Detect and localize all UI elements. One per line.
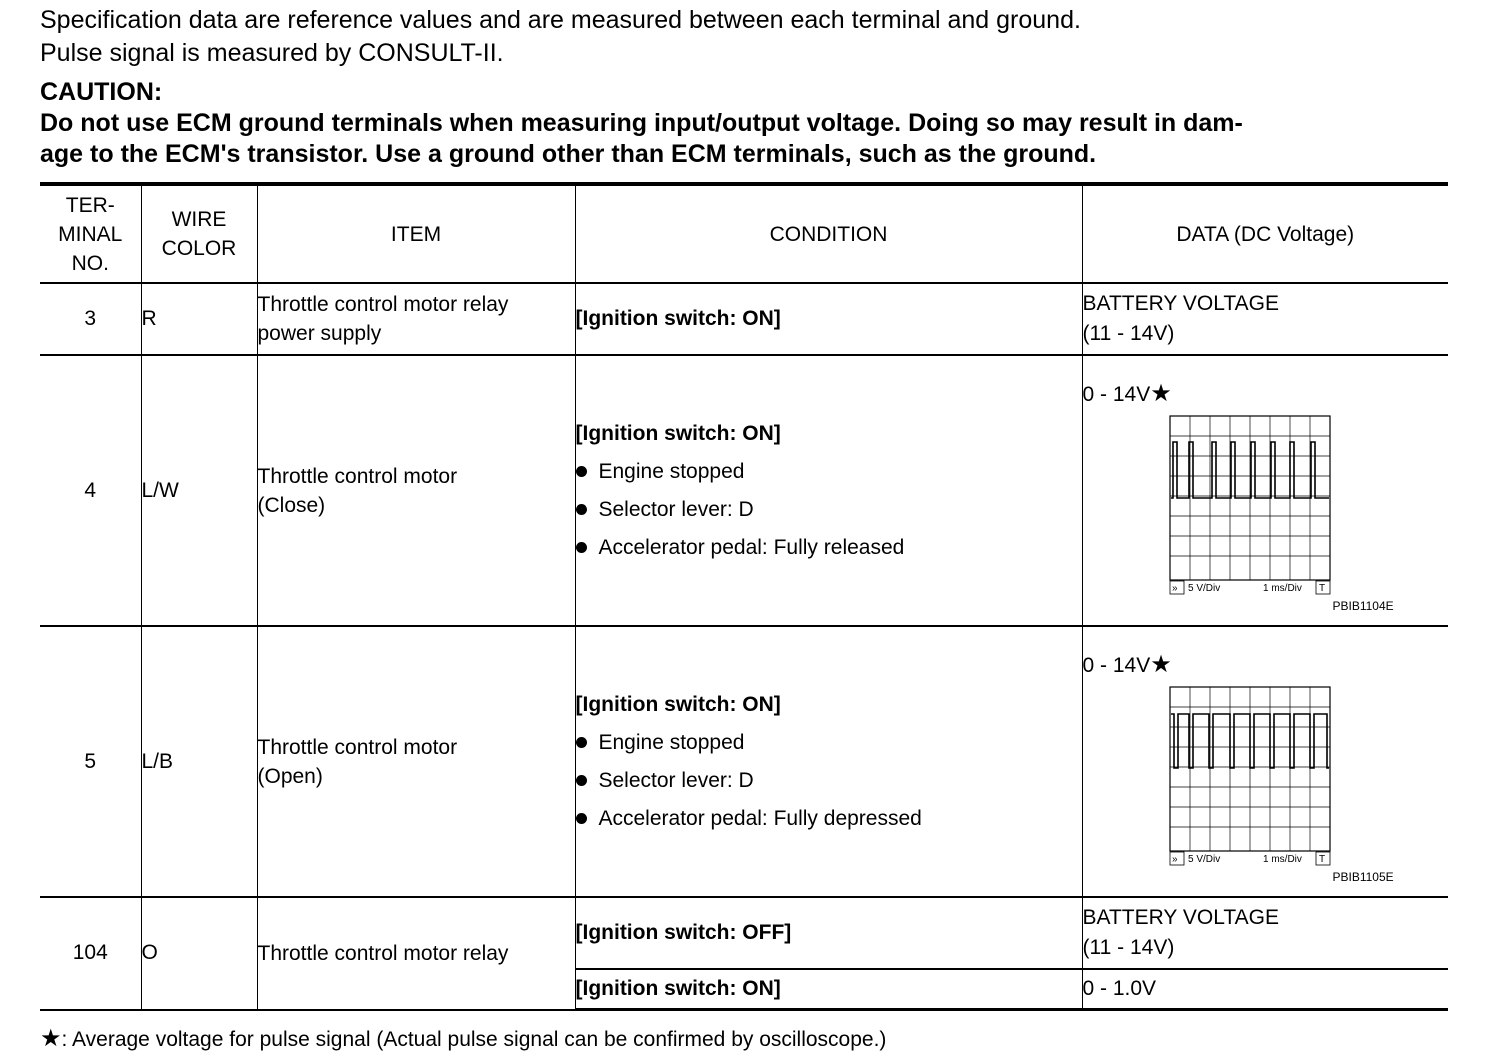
item-line: Throttle control motor relay (257, 293, 509, 316)
header-terminal-line: MINAL (58, 222, 123, 246)
condition-heading: [Ignition switch: ON] (575, 421, 781, 445)
condition-cell: [Ignition switch: ON] (575, 283, 1082, 355)
wire-color: R (141, 283, 257, 355)
data-cell (1082, 626, 1448, 897)
item-line: Throttle control motor (257, 464, 458, 488)
condition-cell: [Ignition switch: ON] (575, 969, 1082, 1010)
header-condition: CONDITION (575, 184, 1082, 283)
terminal-spec-table (40, 182, 1448, 1011)
caution-line-1: Do not use ECM ground terminals when measuring input/output voltage. Doing so may result in dam- (40, 109, 1243, 137)
header-data: DATA (DC Voltage) (1082, 184, 1448, 283)
header-wire-line: WIRE (171, 208, 227, 231)
bullet-text: Selector lever: D (598, 497, 754, 521)
bullet-text: Engine stopped (598, 459, 745, 483)
scope-tdiv: 1 ms/Div (1262, 853, 1302, 865)
figure-id: PBIB1105E (1332, 869, 1394, 884)
bullet-dot-icon (576, 466, 587, 477)
star-icon: ★ (1150, 650, 1172, 678)
star-icon: ★ (1150, 379, 1172, 407)
table-row (40, 355, 1448, 626)
pulse-voltage (1083, 650, 1172, 681)
condition-cell: [Ignition switch: OFF] (575, 897, 1082, 969)
table-row (40, 283, 1448, 355)
header-terminal (40, 184, 141, 283)
item-cell (257, 626, 575, 897)
voltage-value: 0 - 14V (1082, 653, 1151, 677)
scope-trigger: T (1318, 853, 1325, 865)
scope-arrow-icon: » (1171, 582, 1178, 594)
wire-color: L/W (141, 355, 257, 626)
footnote (40, 1024, 886, 1055)
data-line: (11 - 14V) (1082, 322, 1175, 345)
bullet-dot-icon (576, 542, 587, 553)
scope-vdiv: 5 V/Div (1187, 582, 1220, 594)
intro-line-1: Specification data are reference values and are measured between each terminal and ground. (40, 6, 1081, 34)
header-item: ITEM (257, 184, 575, 283)
table-row (40, 626, 1448, 897)
bullet-text: Engine stopped (598, 730, 745, 754)
bullet-dot-icon (576, 775, 587, 786)
oscilloscope-figure (1083, 642, 1449, 882)
condition-bullet (576, 453, 1082, 491)
data-cell: 0 - 1.0V (1082, 969, 1448, 1010)
voltage-value: 0 - 14V (1082, 382, 1151, 406)
pulse-voltage (1083, 379, 1172, 410)
condition-cell (575, 626, 1082, 897)
data-line: BATTERY VOLTAGE (1082, 906, 1279, 929)
condition-cell (575, 355, 1082, 626)
condition-bullet (576, 800, 1082, 838)
oscilloscope-waveform-close (1169, 415, 1335, 597)
data-cell (1082, 897, 1448, 969)
condition-bullet (576, 491, 1082, 529)
condition-bullet (576, 762, 1082, 800)
header-terminal-line: TER- (65, 193, 115, 217)
condition-heading: [Ignition switch: ON] (575, 692, 781, 716)
item-line: power supply (257, 322, 382, 345)
scope-trigger: T (1318, 582, 1325, 594)
intro-text (40, 4, 1081, 70)
data-cell (1082, 283, 1448, 355)
bullet-dot-icon (576, 504, 587, 515)
item-cell: Throttle control motor relay (257, 897, 575, 1010)
scope-tdiv: 1 ms/Div (1262, 582, 1302, 594)
scope-arrow-icon: » (1171, 853, 1178, 865)
caution-heading: CAUTION: (40, 78, 163, 106)
item-line: (Open) (257, 764, 323, 788)
item-line: Throttle control motor (257, 735, 458, 759)
footnote-text: : Average voltage for pulse signal (Actual pulse signal can be confirmed by oscilloscope.) (61, 1028, 887, 1051)
scope-vdiv: 5 V/Div (1187, 853, 1220, 865)
bullet-dot-icon (576, 737, 587, 748)
condition-bullet (576, 529, 1082, 567)
table-row (40, 897, 1448, 969)
star-icon: ★ (40, 1025, 62, 1052)
bullet-dot-icon (576, 813, 587, 824)
condition-bullet (576, 724, 1082, 762)
bullet-text: Accelerator pedal: Fully released (598, 535, 905, 559)
terminal-number: 5 (40, 626, 141, 897)
header-terminal-line: NO. (71, 251, 109, 275)
header-wire-line: COLOR (161, 237, 237, 260)
data-line: BATTERY VOLTAGE (1082, 292, 1279, 315)
oscilloscope-figure (1083, 371, 1449, 611)
wire-color: O (141, 897, 257, 1010)
item-cell (257, 355, 575, 626)
caution-line-2: age to the ECM's transistor. Use a ground other than ECM terminals, such as the ground. (40, 140, 1097, 168)
terminal-number: 104 (40, 897, 141, 1010)
data-cell (1082, 355, 1448, 626)
wire-color: L/B (141, 626, 257, 897)
bullet-text: Accelerator pedal: Fully depressed (598, 806, 922, 830)
header-row (40, 184, 1448, 283)
bullet-text: Selector lever: D (598, 768, 754, 792)
data-line: (11 - 14V) (1082, 936, 1175, 959)
caution-text (40, 108, 1460, 170)
terminal-number: 4 (40, 355, 141, 626)
item-line: (Close) (257, 493, 326, 517)
header-wire-color (141, 184, 257, 283)
terminal-number: 3 (40, 283, 141, 355)
oscilloscope-waveform-open (1169, 686, 1335, 868)
intro-line-2: Pulse signal is measured by CONSULT-II. (40, 39, 504, 67)
item-cell (257, 283, 575, 355)
figure-id: PBIB1104E (1332, 598, 1394, 613)
